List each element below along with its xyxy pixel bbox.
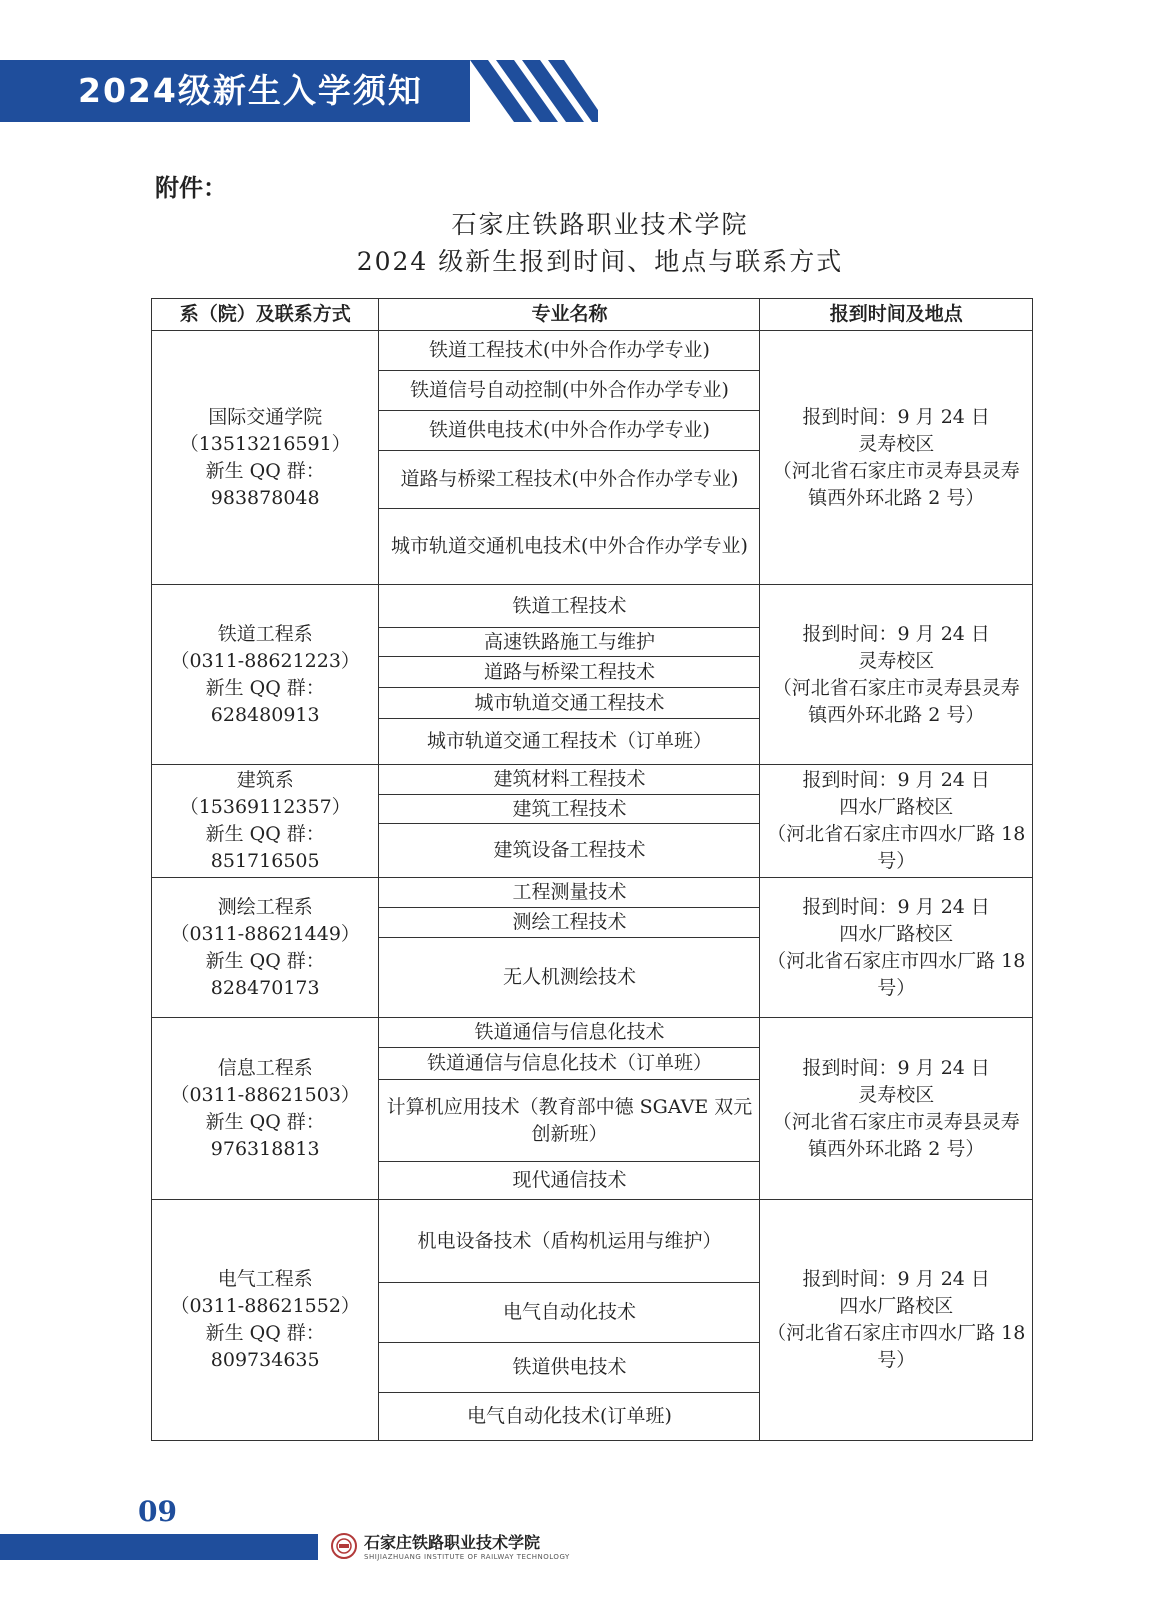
major-cell: 道路与桥梁工程技术(中外合作办学专业) bbox=[379, 451, 760, 509]
major-cell: 建筑材料工程技术 bbox=[379, 765, 760, 795]
major-cell: 城市轨道交通工程技术（订单班） bbox=[379, 719, 760, 765]
header-major: 专业名称 bbox=[379, 299, 760, 331]
footer-school-name-en: SHIJIAZHUANG INSTITUTE OF RAILWAY TECHNOLOGY bbox=[364, 1553, 570, 1561]
campus-name: 四水厂路校区 bbox=[839, 796, 954, 818]
document-subtitle: 2024 级新生报到时间、地点与联系方式 bbox=[356, 247, 844, 276]
table-row bbox=[152, 1018, 1033, 1048]
report-time: 报到时间：9 月 24 日 bbox=[802, 1056, 990, 1079]
header-dept: 系（院）及联系方式 bbox=[152, 299, 379, 331]
table-row bbox=[152, 1200, 1033, 1283]
dept-cell bbox=[152, 1200, 379, 1441]
dept-cell bbox=[152, 878, 379, 1018]
dept-cell bbox=[152, 331, 379, 585]
table-row bbox=[152, 878, 1033, 908]
attachment-label: 附件： bbox=[155, 174, 227, 202]
footer-school-name: 石家庄铁路职业技术学院 bbox=[364, 1533, 541, 1552]
major-cell: 铁道通信与信息化技术（订单班） bbox=[379, 1048, 760, 1080]
table-header-row bbox=[152, 299, 1033, 331]
location-cell bbox=[760, 331, 1033, 585]
campus-address: （河北省石家庄市灵寿县灵寿镇西外环北路 2 号） bbox=[772, 676, 1020, 726]
footer-bar bbox=[0, 1534, 318, 1560]
dept-qq: 新生 QQ 群：851716505 bbox=[205, 823, 325, 872]
campus-name: 灵寿校区 bbox=[858, 649, 935, 672]
dept-name: 铁道工程系 bbox=[217, 622, 313, 645]
major-cell: 建筑工程技术 bbox=[379, 795, 760, 824]
major-cell: 城市轨道交通机电技术(中外合作办学专业) bbox=[379, 509, 760, 585]
campus-address: （河北省石家庄市四水厂路 18 号） bbox=[767, 823, 1026, 872]
major-cell: 现代通信技术 bbox=[379, 1162, 760, 1200]
registration-table bbox=[151, 298, 1033, 1441]
campus-name: 灵寿校区 bbox=[858, 432, 935, 455]
dept-name: 测绘工程系 bbox=[217, 895, 313, 918]
dept-name: 国际交通学院 bbox=[208, 405, 323, 428]
major-cell: 机电设备技术（盾构机运用与维护） bbox=[379, 1200, 760, 1283]
campus-address: （河北省石家庄市灵寿县灵寿镇西外环北路 2 号） bbox=[772, 1110, 1020, 1160]
major-cell: 铁道信号自动控制(中外合作办学专业) bbox=[379, 371, 760, 411]
major-cell: 无人机测绘技术 bbox=[379, 938, 760, 1018]
dept-qq: 新生 QQ 群：628480913 bbox=[205, 676, 325, 726]
header-location: 报到时间及地点 bbox=[760, 299, 1033, 331]
table-row bbox=[152, 331, 1033, 371]
location-cell bbox=[760, 1018, 1033, 1200]
dept-phone: （0311-88621552） bbox=[170, 1295, 360, 1317]
campus-name: 四水厂路校区 bbox=[839, 1295, 954, 1317]
major-cell: 工程测量技术 bbox=[379, 878, 760, 908]
major-cell: 建筑设备工程技术 bbox=[379, 824, 760, 878]
campus-name: 灵寿校区 bbox=[858, 1083, 935, 1106]
major-cell: 道路与桥梁工程技术 bbox=[379, 657, 760, 688]
report-time: 报到时间：9 月 24 日 bbox=[802, 622, 990, 645]
school-logo-icon bbox=[330, 1532, 358, 1560]
major-cell: 测绘工程技术 bbox=[379, 908, 760, 938]
header-stripes bbox=[440, 60, 600, 122]
location-cell bbox=[760, 1200, 1033, 1441]
dept-qq: 新生 QQ 群：976318813 bbox=[205, 1110, 325, 1160]
page-number: 09 bbox=[138, 1495, 177, 1528]
dept-phone: （0311-88621223） bbox=[170, 649, 360, 672]
dept-name: 信息工程系 bbox=[217, 1056, 313, 1079]
document-title: 石家庄铁路职业技术学院 bbox=[451, 210, 749, 239]
dept-qq: 新生 QQ 群：828470173 bbox=[205, 949, 325, 999]
campus-address: （河北省石家庄市四水厂路 18 号） bbox=[767, 949, 1026, 999]
report-time: 报到时间：9 月 24 日 bbox=[802, 1268, 990, 1290]
dept-qq: 新生 QQ 群：983878048 bbox=[205, 459, 325, 509]
report-time: 报到时间：9 月 24 日 bbox=[802, 769, 990, 791]
dept-cell bbox=[152, 585, 379, 765]
dept-qq: 新生 QQ 群：809734635 bbox=[205, 1322, 325, 1371]
location-cell bbox=[760, 878, 1033, 1018]
dept-phone: （13513216591） bbox=[179, 432, 351, 455]
location-cell bbox=[760, 765, 1033, 878]
major-cell: 城市轨道交通工程技术 bbox=[379, 688, 760, 719]
report-time: 报到时间：9 月 24 日 bbox=[802, 895, 990, 918]
dept-phone: （0311-88621503） bbox=[170, 1083, 360, 1106]
major-cell: 计算机应用技术（教育部中德 SGAVE 双元创新班） bbox=[379, 1080, 760, 1162]
major-cell: 铁道通信与信息化技术 bbox=[379, 1018, 760, 1048]
dept-cell bbox=[152, 1018, 379, 1200]
major-cell: 电气自动化技术 bbox=[379, 1283, 760, 1343]
campus-name: 四水厂路校区 bbox=[839, 922, 954, 945]
header-title: 2024级新生入学须知 bbox=[78, 71, 423, 110]
major-cell: 铁道供电技术(中外合作办学专业) bbox=[379, 411, 760, 451]
table-row bbox=[152, 585, 1033, 628]
major-cell: 铁道工程技术 bbox=[379, 585, 760, 628]
location-cell bbox=[760, 585, 1033, 765]
campus-address: （河北省石家庄市灵寿县灵寿镇西外环北路 2 号） bbox=[772, 459, 1020, 509]
table-row bbox=[152, 765, 1033, 795]
major-cell: 高速铁路施工与维护 bbox=[379, 628, 760, 657]
dept-phone: （0311-88621449） bbox=[170, 922, 360, 945]
dept-name: 建筑系（15369112357） bbox=[179, 769, 351, 818]
major-cell: 电气自动化技术(订单班) bbox=[379, 1393, 760, 1441]
campus-address: （河北省石家庄市四水厂路 18 号） bbox=[767, 1322, 1026, 1371]
major-cell: 铁道工程技术(中外合作办学专业) bbox=[379, 331, 760, 371]
dept-name: 电气工程系 bbox=[217, 1268, 313, 1290]
dept-cell bbox=[152, 765, 379, 878]
major-cell: 铁道供电技术 bbox=[379, 1343, 760, 1393]
report-time: 报到时间：9 月 24 日 bbox=[802, 405, 990, 428]
